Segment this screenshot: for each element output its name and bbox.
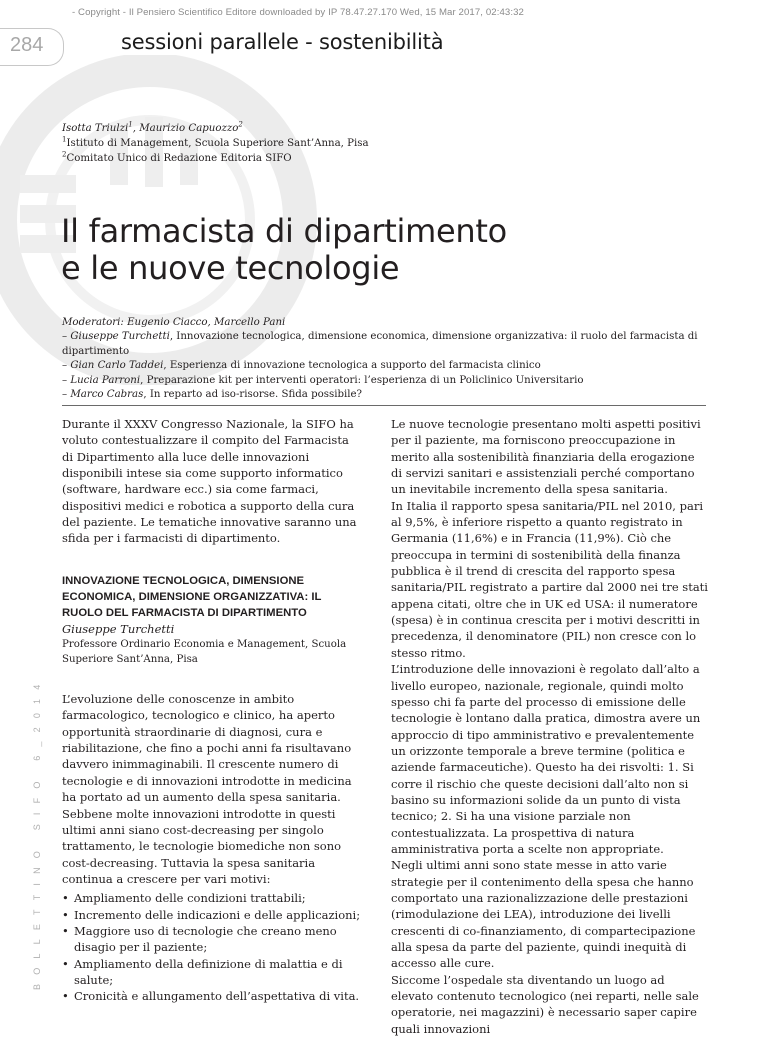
journal-vertical-label: BOLLETTINO SIFO 6_2014 — [32, 675, 42, 990]
article-title — [61, 213, 507, 287]
author-separator: , — [132, 123, 140, 134]
talk-item — [62, 374, 742, 388]
bullet-item: • Ampliamento delle condizioni trattabili; — [62, 890, 362, 906]
left-column — [62, 416, 362, 1005]
right-column — [391, 416, 709, 1037]
author-name: Maurizio Capuozzo — [139, 123, 239, 134]
talk-topic: , Preparazione kit per interventi operatori: l’esperienza di un Policlinico Universitario — [140, 374, 584, 386]
talk-topic: , Innovazione tecnologica, dimensione economica, dimensione organizzativa: il ruolo del farmacista di dipartimento — [62, 331, 698, 357]
copyright-notice: - Copyright - Il Pensiero Scientifico Editore downloaded by IP 78.47.27.170 Wed, 15 Mar 2017, 02:43:32 — [72, 7, 524, 18]
authors-block — [62, 121, 369, 166]
talk-topic: , In reparto ad iso-risorse. Sfida possibile? — [143, 389, 362, 401]
bullet-item: • Incremento delle indicazioni e delle applicazioni; — [62, 907, 362, 923]
moderators-label: Moderatori: Eugenio Ciacco, Marcello Pani — [62, 317, 286, 328]
talk-item — [62, 359, 742, 373]
talk-topic: , Esperienza di innovazione tecnologica a supporto del farmacista clinico — [163, 360, 541, 372]
title-line: Il farmacista di dipartimento — [61, 212, 507, 250]
talk-item — [62, 388, 742, 402]
section-title: sessioni parallele - sostenibilità — [121, 30, 444, 54]
affiliation-text: Istituto di Management, Scuola Superiore Sant’Anna, Pisa — [66, 138, 369, 149]
bullet-list — [62, 890, 362, 1004]
bullet-item: • Ampliamento della definizione di malattia e di salute; — [62, 956, 362, 989]
author-line — [62, 121, 369, 136]
bullet-item: • Maggiore uso di tecnologie che creano meno disagio per il paziente; — [62, 923, 362, 956]
author-name: Isotta Triulzi — [62, 123, 129, 134]
affiliation-2 — [62, 151, 369, 166]
page-number: 284 — [10, 34, 44, 56]
moderators-block — [62, 316, 742, 402]
talk-speaker: – Marco Cabras — [62, 389, 144, 401]
body-paragraph: In Italia il rapporto spesa sanitaria/PIL nel 2010, pari al 9,5%, è inferiore rispetto a quanto registrato in Germania (11,6%) e in Francia (11,9%). Ciò che preoccupa in termini di sostenibilità della finanza pubblica è il trend di crescita del rapporto spesa sanitaria/PIL registrato a partire dal 2000 nei tre stati appena citati, oltre che in UK ed USA: il numeratore (spesa) è in continua crescita per i motivi descritti in precedenza, il denominatore (PIL) non cresce con lo stesso ritmo. — [391, 498, 708, 660]
intro-paragraph: Durante il XXXV Congresso Nazionale, la SIFO ha voluto contestualizzare il compito del Farmacista di Dipartimento alla luce delle innovazioni disponibili intese sia come supporto informatico (software, hardware ecc.) sia come farmaci, dispositivi medici e robotica a supporto della cura del paziente. Le tematiche innovative saranno una sfida per i farmacisti di dipartimento. — [62, 417, 357, 546]
talk-speaker: – Lucia Parroni — [62, 374, 141, 386]
body-paragraph: Le nuove tecnologie presentano molti aspetti positivi per il paziente, ma forniscono preoccupazione in merito alla sostenibilità finanziaria della erogazione di servizi sanitari e assistenziali perché comportano un inevitabile incremento della spesa sanitaria. — [391, 417, 701, 497]
affiliation-sup: 1 — [62, 135, 67, 144]
talk-item — [62, 330, 742, 359]
body-paragraph: Negli ultimi anni sono state messe in atto varie strategie per il contenimento della spesa che hanno comportato una razionalizzazione delle prestazioni (rimodulazione dei LEA), introduzione dei livelli crescenti di co-finanziamento, di compartecipazione alla spesa da parte del paziente, quindi inequità di accesso alle cure. — [391, 858, 696, 971]
body-paragraph: Siccome l’ospedale sta diventando un luogo ad elevato contenuto tecnologico (nei reparti, nelle sale operatorie, nei magazzini) è necessario saper capire quali innovazioni — [391, 972, 699, 1036]
body-paragraph: L’evoluzione delle conoscenze in ambito farmacologico, tecnologico e clinico, ha aperto opportunità straordinarie di diagnosi, cura e riabilitazione, che fino a pochi anni fa risultavano davvero inimmaginabili. Il crescente numero di tecnologie e di innovazioni introdotte in medicina ha portato ad un aumento della spesa sanitaria. Sebbene molte innovazioni introdotte in questi ultimi anni siano cost-decreasing per singolo trattamento, le tecnologie biomediche non sono cost-decreasing. Tuttavia la spesa sanitaria continua a crescere per vari motivi: — [62, 692, 352, 886]
divider-rule — [62, 405, 706, 406]
speaker-affiliation: Professore Ordinario Economia e Management, Scuola Superiore Sant’Anna, Pisa — [62, 639, 347, 666]
talk-speaker: – Gian Carlo Taddei — [62, 360, 164, 372]
body-paragraph: L’introduzione delle innovazioni è regolato dall’alto a livello europeo, nazionale, regionale, quindi molto spesso chi fa parte del processo di emissione delle tecnologie è lontano dalla pratica, dimostra avere un approccio di tipo amministrativo e prevalentemente un orizzonte temporale a breve termine (politica e aziende farmaceutiche). Questo ha dei risvolti: 1. Si corre il rischio che queste decisioni dall’alto non si basino su informazioni solide da un punto di vista tecnico; 2. Si ha una visione parziale non contestualizzata. La prospettiva di natura amministrativa porta a scelte non appropriate. — [391, 662, 701, 856]
author-sup: 2 — [238, 120, 243, 129]
affiliation-sup: 2 — [62, 150, 67, 159]
section-subheading: INNOVAZIONE TECNOLOGICA, DIMENSIONE ECONOMICA, DIMENSIONE ORGANIZZATIVA: IL RUOLO DEL FARMACISTA DI DIPARTIMENTO — [62, 574, 322, 619]
title-line: e le nuove tecnologie — [61, 249, 400, 287]
talk-speaker: – Giuseppe Turchetti — [62, 331, 170, 343]
author-sup: 1 — [128, 120, 133, 129]
bullet-item: • Cronicità e allungamento dell’aspettativa di vita. — [62, 988, 362, 1004]
speaker-name: Giuseppe Turchetti — [62, 621, 175, 636]
affiliation-1 — [62, 136, 369, 151]
affiliation-text: Comitato Unico di Redazione Editoria SIFO — [66, 153, 292, 164]
